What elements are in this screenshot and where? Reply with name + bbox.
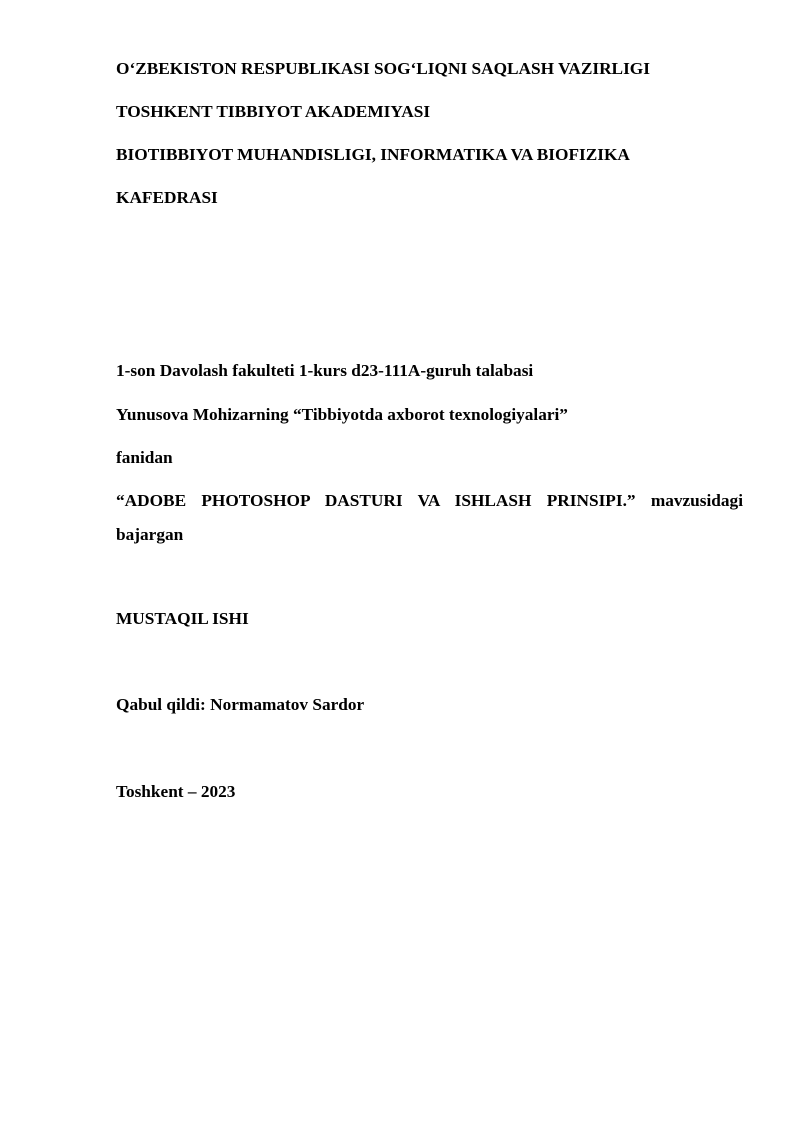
work-title: MUSTAQIL ISHI [116,609,249,628]
topic-line2: bajargan [116,525,184,544]
student-info-line3: fanidan [116,448,173,467]
place-year-line: Toshkent – 2023 [116,782,236,801]
student-info-line1: 1-son Davolash fakulteti 1-kurs d23-111A-guruh talabasi [116,361,534,380]
reviewer-line: Qabul qildi: Normamatov Sardor [116,695,365,714]
department-heading-line1: BIOTIBBIYOT MUHANDISLIGI, INFORMATIKA VA BIOFIZIKA [116,145,630,164]
topic-paragraph [116,484,743,552]
department-heading-line2: KAFEDRASI [116,188,218,207]
student-info-line2: Yunusova Mohizarning “Tibbiyotda axborot texnologiyalari” [116,405,568,424]
ministry-heading: O‘ZBEKISTON RESPUBLIKASI SOG‘LIQNI SAQLASH VAZIRLIGI [116,59,650,78]
academy-heading: TOSHKENT TIBBIYOT AKADEMIYASI [116,102,431,121]
topic-line1: “ADOBE PHOTOSHOP DASTURI VA ISHLASH PRINSIPI.” mavzusidagi [116,491,743,510]
